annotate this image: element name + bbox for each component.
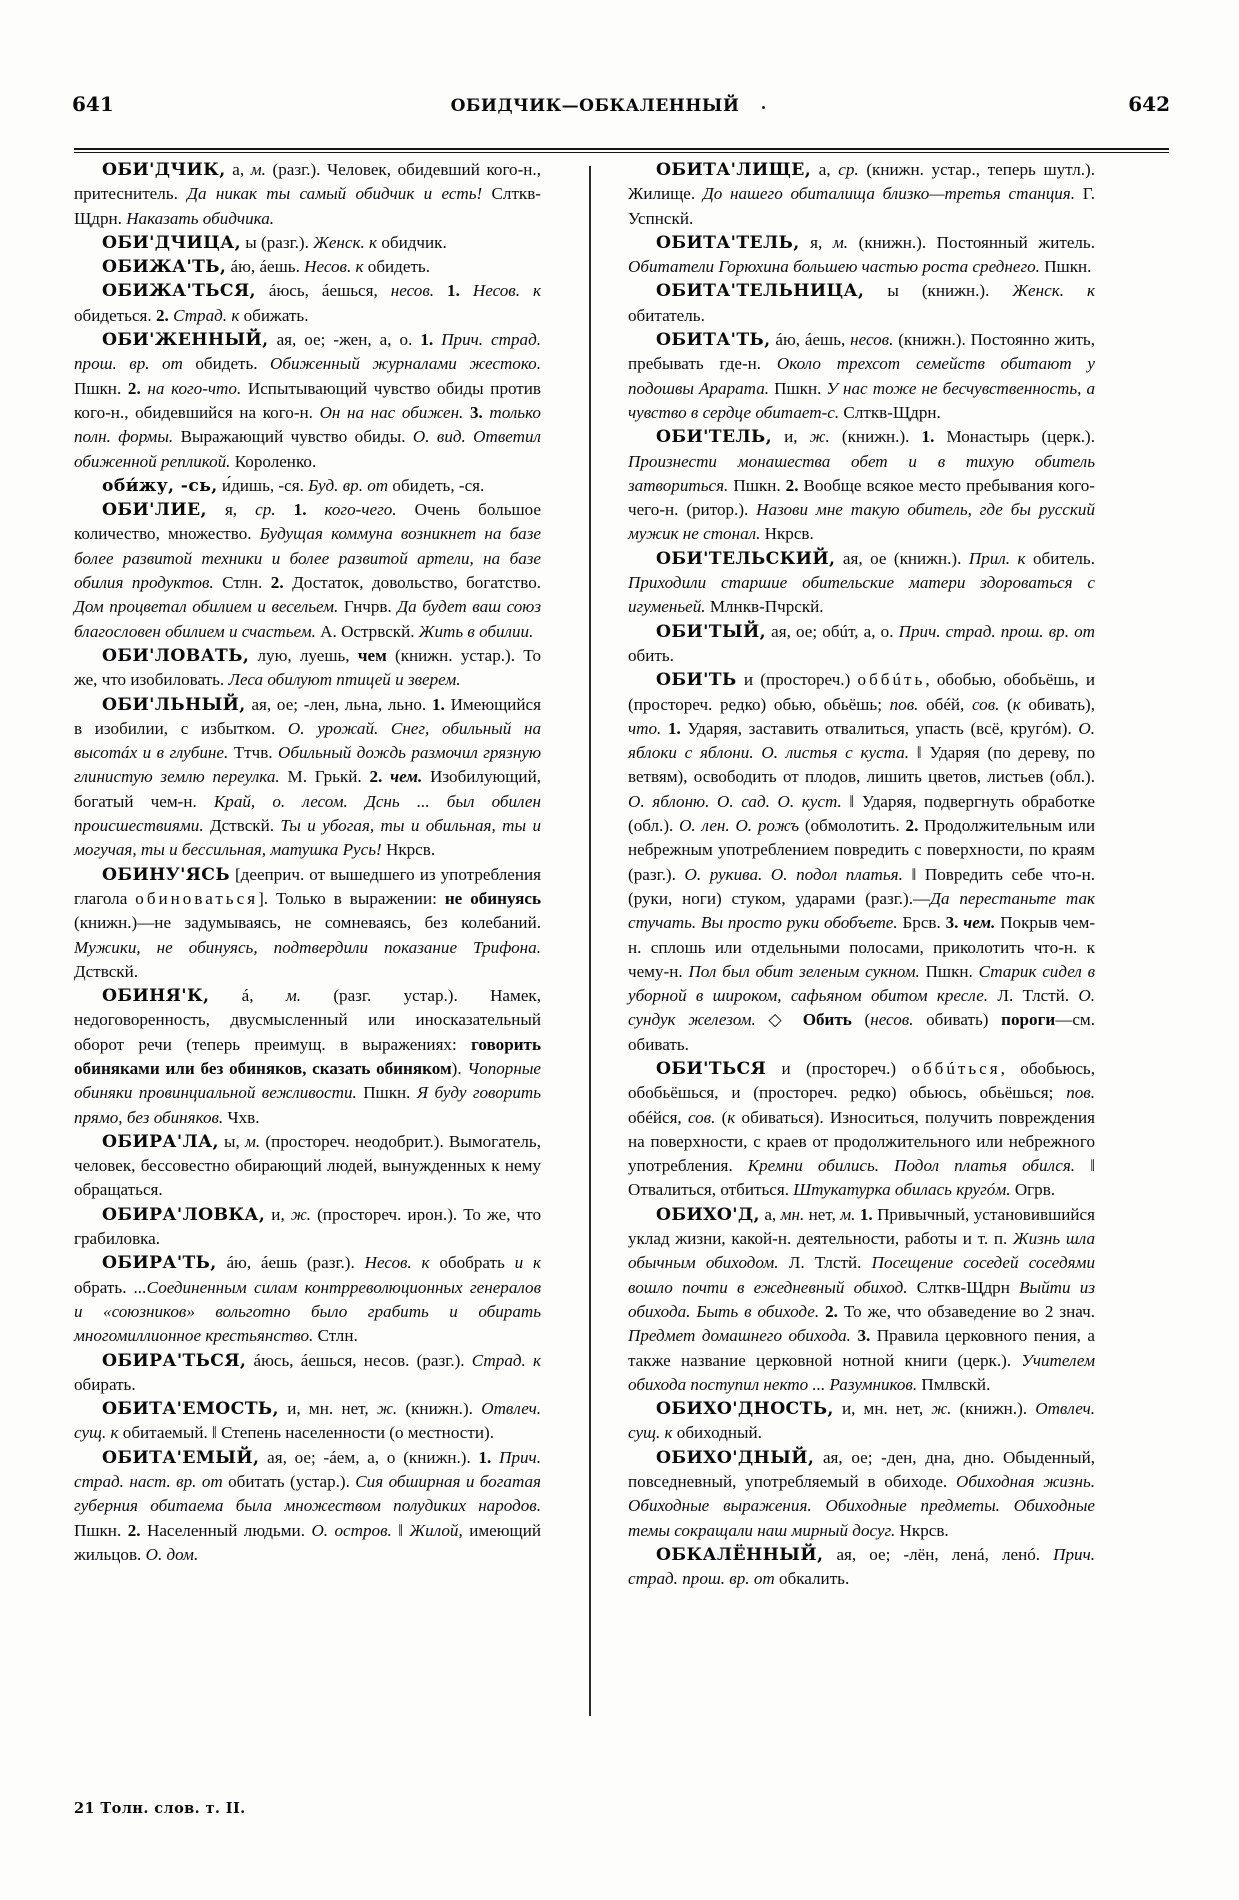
dictionary-entry <box>74 158 541 231</box>
entry-headword: ОБИНЯ'К, <box>102 986 210 1007</box>
dictionary-entry <box>74 498 541 644</box>
entry-headword: ОБИТА'ЕМЫЙ, <box>102 1447 260 1468</box>
entry-definition: я, ср. 1. кого-чего. Очень большое количество, множество. Будущая коммуна возникнет на базе более развитой техники и более развитой артели, на базе обилия продуктов. Стлн. 2. Достаток, довольство, богатство. Дом процветал обилием и весельем. Гнчрв. Да будет ваш союз благословен обилием и счастьем. А. Острвскй. Жить в обилии. <box>74 500 542 641</box>
entry-headword: ОБИЖА'ТЬСЯ, <box>102 281 256 302</box>
entry-definition: ы (книжн.). Женск. к обитатель. <box>628 281 1096 325</box>
folio-right: 642 <box>1128 92 1170 116</box>
header-rule <box>74 148 1169 153</box>
running-title: ОБИДЧИК—ОБКАЛЕННЫЙ <box>450 96 740 116</box>
dictionary-entry <box>628 425 1095 546</box>
entry-definition: ая, ое; обúт, а, о. Прич. страд. прош. вр. от обить. <box>628 621 1095 665</box>
entry-definition: ая, ое; -ден, дна, дно. Обыденный, повседневный, употребляемый в обиходе. Обиходная жизнь. Обиходные выражения. Обиходные предметы. Обиходные темы сокращали наш мирный досуг. Нкрсв. <box>628 1447 1095 1540</box>
entry-definition: я, м. (книжн.). Постоянный житель. Обитатели Горюхина большею частью роста среднего. Пшкн. <box>628 232 1096 277</box>
entry-headword: ОБИ'ЛЬНЫЙ, <box>102 694 246 715</box>
entry-headword: ОБИХО'ДНЫЙ, <box>656 1447 815 1468</box>
dictionary-entry <box>74 644 541 693</box>
entry-definition: и (простореч.) оббúть, обобью, обобьёшь, и (простореч. редко) обью, обьёшь; пов. обéй, сов. (к обивать), что. 1. Ударяя, заставить отвалиться, упасть (всё, кругóм). О. яблоки с яблони. О. листья с куста. ‖ Ударяя (по дереву, по ветвям), освободить от плодов, лишить цветов, листьев (обл.). О. яблоню. О. сад. О. куст. ‖ Ударяя, подвергнуть обработке (обл.). О. лен. О. рожъ (обмолотить. 2. Продолжительным или небрежным употреблением повредить с поверхности, по краям (разг.). О. рукива. О. подол платья. ‖ Повредить себе что-н. (руки, ноги) стуком, ударами (разг.).—Да перестаньте так стучать. Вы просто руки обобъете. Брсв. 3. чем. Покрыв чем-н. сплошь или отдельными полосами, приколотить что-н. к чему-н. Пол был обит зеленым сукном. Пшкн. Старик сидел в уборной в широком, сафьяном обитом кресле. Л. Тлстй. О. сундук железом. ◇ Обить (несов. обивать) пороги—см. обивать. <box>628 670 1096 1054</box>
entry-definition: áю, áешь. Несов. к обидеть. <box>226 257 431 277</box>
dictionary-entry <box>628 1397 1095 1446</box>
dictionary-entry <box>628 547 1095 620</box>
dictionary-entry <box>74 1251 541 1348</box>
entry-definition: áюсь, áешься, несов. (разг.). Страд. к обирать. <box>74 1350 541 1394</box>
entry-definition: áюсь, áешься, несов. 1. Несов. к обидеться. 2. Страд. к обижать. <box>74 281 541 325</box>
dictionary-entry <box>628 231 1095 280</box>
entry-headword: ОБИРА'ТЬ, <box>102 1253 217 1274</box>
entry-headword: ОБИХО'ДНОСТЬ, <box>656 1399 834 1420</box>
entry-headword: ОБИРА'ЛОВКА, <box>102 1204 266 1225</box>
entry-definition: ая, ое; -лен, льна, льно. 1. Имеющийся в изобилии, с избытком. О. урожай. Снег, обильный на высотáх и в глубине. Ттчв. Обильный дождь размочил грязную глинистую землю переулка. М. Грькй. 2. чем. Изобилующий, богатый чем-н. Край, о. лесом. Дснь ... был обилен происшествиями. Дствскй. Ты и убогая, ты и обильная, ты и могучая, ты и бессильная, матушка Русь! Нкрсв. <box>74 694 541 860</box>
entry-headword: ОБИ'ЛИЕ, <box>102 500 207 521</box>
entry-headword: ОБИРА'ЛА, <box>102 1131 219 1152</box>
entry-definition: и, ж. (простореч. ирон.). То же, что грабиловка. <box>74 1204 541 1249</box>
dictionary-entry <box>74 863 541 984</box>
entry-definition: [дееприч. от вышедшего из употребления глагола обиноваться]. Только в выражении: не обинуясь (книжн.)—не задумываясь, не сомневаясь, без колебаний. Мужики, не обинуясь, подтвердили показание Трифона. Дствскй. <box>74 864 542 981</box>
entry-definition: а, м. (разг.). Человек, обидевший кого-н., притеснитель. Да никак ты самый обидчик и есть! Слткв-Щдрн. Наказать обидчика. <box>74 160 541 228</box>
entry-definition: áю, áешь, несов. (книжн.). Постоянно жить, пребывать где-н. Около трехсот семейств обитают у подошвы Арарата. Пшкн. У нас тоже не бесчувственность, а чувство в сердце обитает-с. Слткв-Щдрн. <box>628 330 1096 422</box>
head-dot-mark <box>762 106 765 109</box>
entry-headword: ОБИХО'Д, <box>656 1204 760 1225</box>
entry-definition: ая, ое; -жен, а, о. 1. Прич. страд. прош. вр. от обидеть. Обиженный журналами жестоко. Пшкн. 2. на кого-что. Испытывающий чувство обиды против кого-н., обидевшийся на кого-н. Он на нас обижен. 3. только полн. формы. Выражающий чувство обиды. О. вид. Ответил обиженной репликой. Короленко. <box>74 330 542 471</box>
rule-thin-line <box>74 152 1169 153</box>
dictionary-entry <box>628 1446 1095 1543</box>
entry-definition: ая, ое; -áем, а, о (книжн.). 1. Прич. страд. наст. вр. от обитать (устар.). Сия обширная и богатая губерния обитаема была множеством полудиких народов. Пшкн. 2. Населенный людьми. О. остров. ‖ Жилой, имеющий жильцов. О. дом. <box>74 1447 541 1564</box>
dictionary-entry <box>628 668 1095 1057</box>
dictionary-entry <box>74 1203 541 1252</box>
dictionary-entry <box>628 279 1095 328</box>
entry-headword: ОБИЖА'ТЬ, <box>102 257 227 278</box>
dictionary-entry <box>74 1446 541 1567</box>
entry-definition: и, мн. нет, ж. (книжн.). Отвлеч. сущ. к обитаемый. ‖ Степень населенности (о местности). <box>74 1399 541 1443</box>
running-head <box>72 92 1170 128</box>
entry-headword: ОБИРА'ТЬСЯ, <box>102 1350 247 1371</box>
entry-definition: а, ср. (книжн. устар., теперь шутл.). Жилище. До нашего обиталища близко—третья станция. Г. Успнскй. <box>628 160 1095 228</box>
entry-definition: и, ж. (книжн.). 1. Монастырь (церк.). Произнести монашества обет и в тихую обитель затвориться. Пшкн. 2. Вообще всякое место пребывания кого-чего-н. (ритор.). Назови мне такую обитель, где бы русский мужик не стонал. Нкрсв. <box>628 427 1095 544</box>
dictionary-entry <box>74 474 541 498</box>
entry-headword: ОБИТА'ТЕЛЬНИЦА, <box>656 281 865 302</box>
entry-headword: оби́жу, -сь, <box>102 475 218 496</box>
entry-headword: ОБИ'ДЧИЦА, <box>102 232 241 253</box>
entry-headword: ОБИ'ЖЕННЫЙ, <box>102 330 269 351</box>
dictionary-entry <box>74 1349 541 1398</box>
entry-definition: а, мн. нет, м. 1. Привычный, установившийся уклад жизни, какой-н. деятельности, работы и т. п. Жизнь шла обычным обиходом. Л. Тлстй. Посещение соседей соседями вошло почти в ежедневный обиход. Слткв-Щдрн Выйти из обихода. Быть в обиходе. 2. То же, что обзаведение во 2 знач. Предмет домашнего обихода. 3. Правила церковного пения, а также название церковной нотной книги (церк.). Учителем обихода поступил некто ... Разумников. Пмлвскй. <box>628 1204 1096 1394</box>
page-signature: 21 Толн. слов. т. II. <box>74 1800 246 1817</box>
dictionary-entry <box>628 1203 1095 1397</box>
entry-headword: ОБИТА'ТЬ, <box>656 330 771 351</box>
entry-headword: ОБИТА'ЕМОСТЬ, <box>102 1399 279 1420</box>
entry-definition: и́дишь, -ся. Буд. вр. от обидеть, -ся. <box>217 475 485 495</box>
dictionary-entry <box>74 279 541 328</box>
entry-headword: ОБКАЛЁННЫЙ, <box>656 1544 824 1565</box>
entry-headword: ОБИТА'ЛИЩЕ, <box>656 160 812 180</box>
column-divider <box>589 166 591 1716</box>
entry-definition: ая, ое; -лён, ленá, ленó. Прич. страд. прош. вр. от обкалить. <box>628 1544 1095 1589</box>
entry-headword: ОБИ'ТЬ <box>656 670 737 691</box>
entry-headword: ОБИ'ЛОВАТЬ, <box>102 645 250 666</box>
dictionary-entry <box>628 328 1095 425</box>
entry-headword: ОБИ'ТЕЛЬСКИЙ, <box>656 548 836 569</box>
entry-headword: ОБИ'ТЬСЯ <box>656 1058 767 1079</box>
entry-definition: ы, м. (простореч. неодобрит.). Вымогатель, человек, бессовестно обирающий людей, вынужденных к нему обращаться. <box>74 1131 541 1200</box>
dictionary-entry <box>628 158 1095 231</box>
entry-definition: á, м. (разг. устар.). Намек, недоговоренность, двусмысленный или иносказательный оборот речи (теперь преимущ. в выражениях: говорить обиняками или без обиняков, сказать обиняком). Чопорные обиняки провинциальной вежливости. Пшкн. Я буду говорить прямо, без обиняков. Чхв. <box>74 986 541 1127</box>
folio-left: 641 <box>72 92 114 116</box>
entry-headword: ОБИТА'ТЕЛЬ, <box>656 232 800 253</box>
right-column <box>628 158 1095 1592</box>
entry-definition: лую, луешь, чем (книжн. устар.). То же, что изобиловать. Леса обилуют птицей и зверем. <box>74 645 541 690</box>
dictionary-entry <box>74 1397 541 1446</box>
entry-definition: ы (разг.). Женск. к обидчик. <box>240 232 447 252</box>
entry-headword: ОБИ'ТЕЛЬ, <box>656 427 773 448</box>
dictionary-entry <box>74 255 541 279</box>
entry-definition: ая, ое (книжн.). Прил. к обитель. Приходили старшие обительские матери здороваться с игуменьей. Млнкв-Пчрскй. <box>628 548 1095 617</box>
entry-headword: ОБИ'ТЫЙ, <box>656 621 767 642</box>
left-column <box>74 158 541 1567</box>
entry-headword: ОБИ'ДЧИК, <box>102 160 226 180</box>
dictionary-entry <box>74 231 541 255</box>
entry-definition: и (простореч.) оббúться, обобьюсь, обобьёшься, и (простореч. редко) обьюсь, обьёшься; пов. обéйся, сов. (к обиваться). Износиться, получить повреждения на поверхности, с краев от продолжительного или небрежного употребления. Кремни обились. Подол платья обился. ‖ Отвалиться, отбиться. Штукатурка обилась кругóм. Огрв. <box>628 1058 1095 1200</box>
dictionary-entry <box>74 328 541 474</box>
entry-definition: áю, áешь (разг.). Несов. к обобрать и к обрать. ...Соединенным силам контрреволюционных генералов и «союзников» вольготно было грабить и обирать многомиллионное крестьянство. Стлн. <box>74 1253 542 1346</box>
dictionary-entry <box>628 1543 1095 1592</box>
dictionary-entry <box>628 620 1095 669</box>
dictionary-entry <box>628 1057 1095 1203</box>
column-area <box>74 158 1169 1758</box>
dictionary-entry <box>74 984 541 1130</box>
entry-headword: ОБИНУ'ЯСЬ <box>102 864 230 885</box>
entry-definition: и, мн. нет, ж. (книжн.). Отвлеч. сущ. к обиходный. <box>628 1399 1095 1443</box>
dictionary-entry <box>74 693 541 863</box>
dictionary-entry <box>74 1130 541 1203</box>
